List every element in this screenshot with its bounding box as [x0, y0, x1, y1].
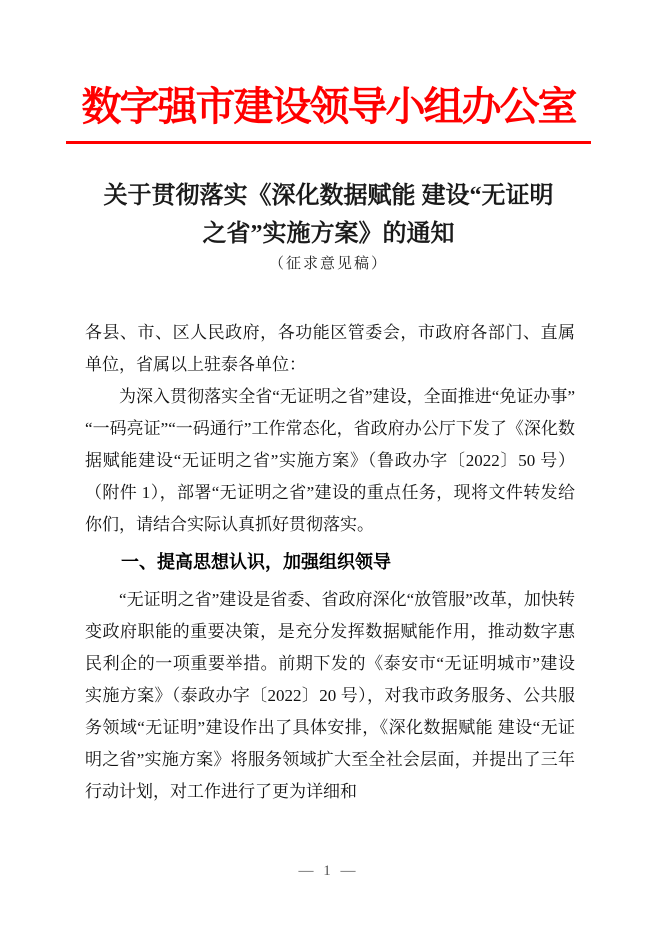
section-heading-1: 一、提高思想认识，加强组织领导 [121, 552, 391, 572]
draft-note: （征求意见稿） [268, 256, 388, 272]
body-paragraph-1: 为深入贯彻落实全省“无证明之省”建设，全面推进“免证办事”“一码亮证”“一码通行”工作常态化，省政府办公厅下发了《深化数据赋能建设“无证明之省”实施方案》（鲁政办字〔2022〕50 号）（附件 1），部署“无证明之省”建设的重点任务，现将文件转发给你们，请结合实际认真抓好贯彻落实。 [85, 387, 575, 534]
document-title-line-2: 之省”实施方案》的通知 [202, 221, 455, 247]
body-paragraph-2: “无证明之省”建设是省委、省政府深化“放管服”改革，加快转变政府职能的重要决策，是充分发挥数据赋能作用，推动数字惠民利企的一项重要举措。前期下发的《泰安市“无证明城市”建设实施方案》（泰政办字〔2022〕20 号），对我市政务服务、公共服务领域“无证明”建设作出了具体安排，《深化数据赋能 建设“无证明之省”实施方案》将服务领域扩大至全社会层面，并提出了三年行动计划，对工作进行了更为详细和 [85, 590, 575, 801]
letterhead-title: 数字强市建设领导小组办公室 [81, 84, 576, 129]
page-number: — 1 — [298, 863, 359, 879]
document-title-line-1: 关于贯彻落实《深化数据赋能 建设“无证明 [103, 183, 554, 209]
red-divider [66, 141, 591, 144]
salutation: 各县、市、区人民政府，各功能区管委会，市政府各部门、直属单位，省属以上驻泰各单位： [85, 323, 575, 374]
document-title [60, 177, 597, 253]
document-body [85, 317, 575, 808]
